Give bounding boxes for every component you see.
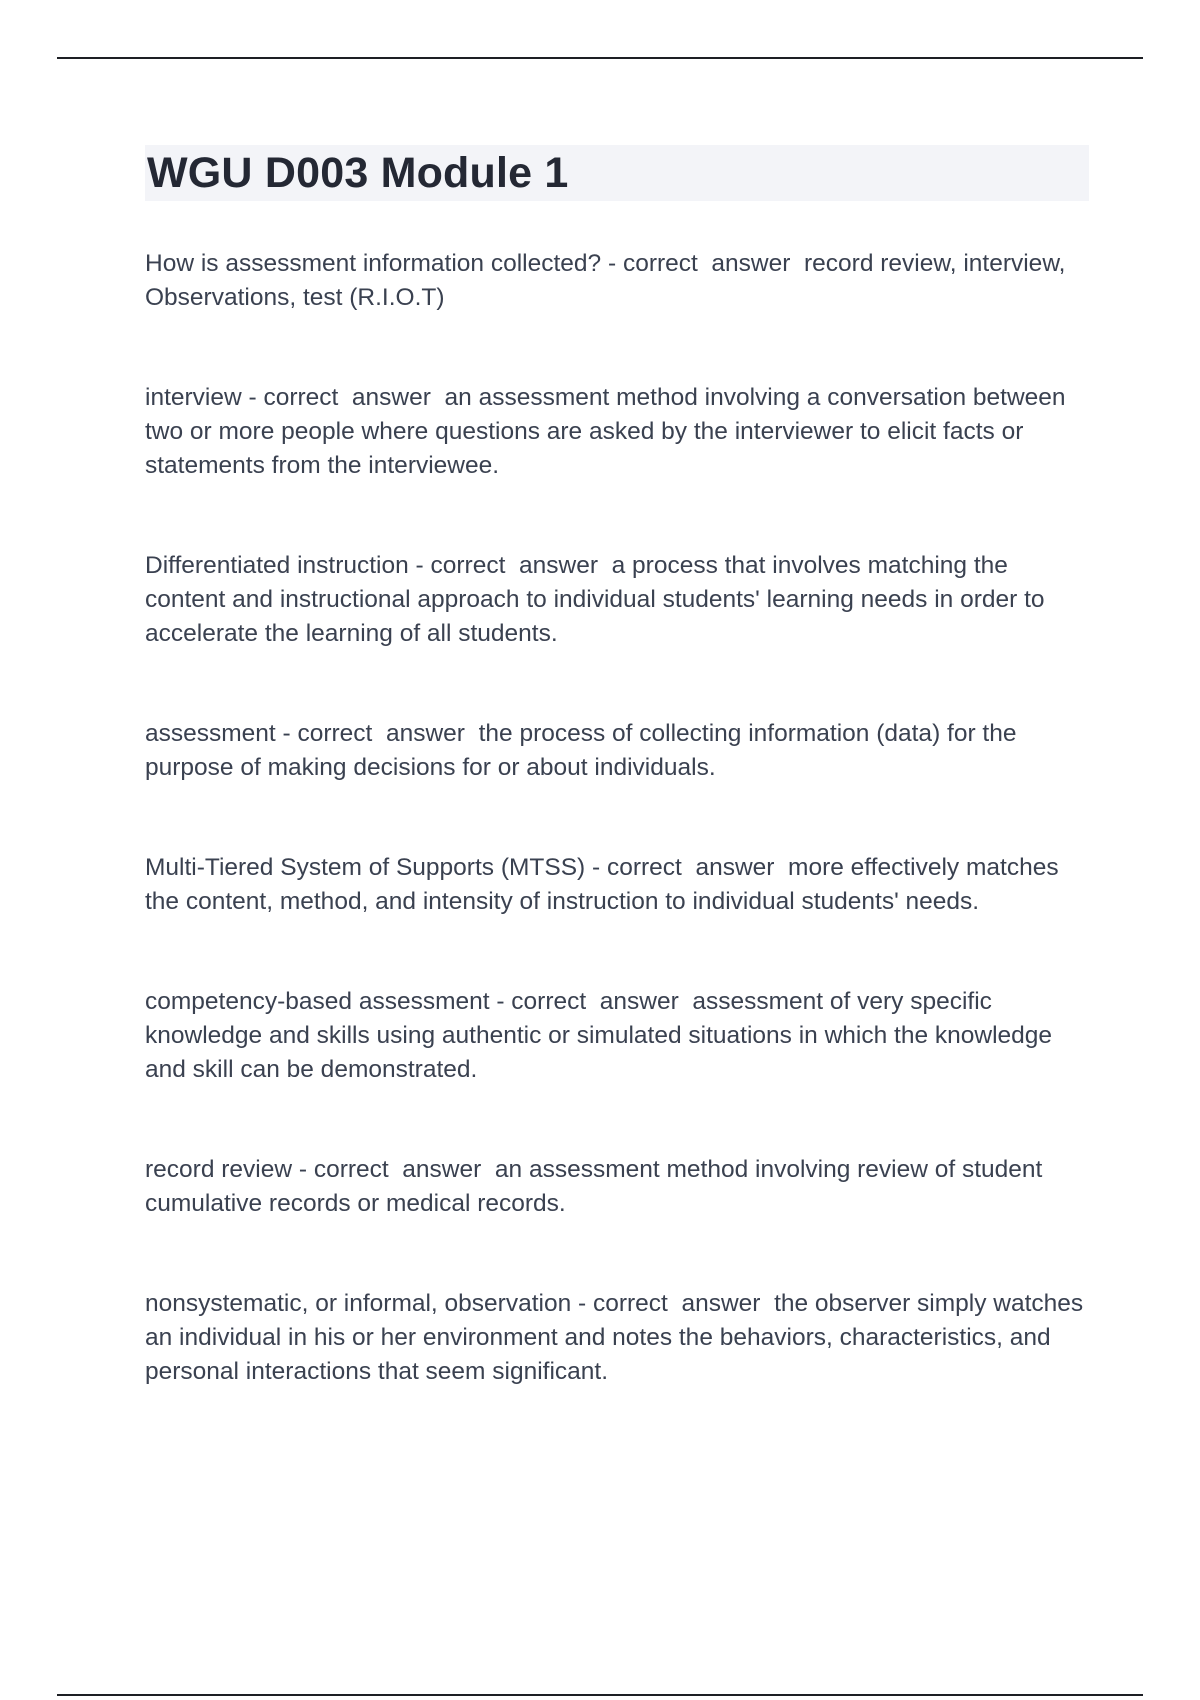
qa-entry-7: record review - correct answer an assessment method involving review of student cumulative records or medical records. <box>145 1156 1050 1217</box>
page-title: WGU D003 Module 1 <box>147 148 569 197</box>
top-rule <box>57 57 1143 59</box>
qa-entry-8: nonsystematic, or informal, observation - correct answer the observer simply watches an individual in his or her environment and notes the behaviors, characteristics, and personal interactions that seem significant. <box>145 1290 1090 1385</box>
qa-entry-3: Differentiated instruction - correct answer a process that involves matching the content and instructional approach to individual students' learning needs in order to accelerate the learning of all students. <box>145 552 1052 647</box>
title-bar <box>145 145 1089 201</box>
qa-entry-6: competency-based assessment - correct answer assessment of very specific knowledge and skills using authentic or simulated situations in which the knowledge and skill can be demonstrated. <box>145 988 1059 1083</box>
qa-entry-4: assessment - correct answer the process of collecting information (data) for the purpose of making decisions for or about individuals. <box>145 720 1024 781</box>
qa-entry-2: interview - correct answer an assessment method involving a conversation between two or more people where questions are asked by the interviewer to elicit facts or statements from the interviewee. <box>145 384 1073 479</box>
qa-entry-5: Multi-Tiered System of Supports (MTSS) - correct answer more effectively matches the content, method, and intensity of instruction to individual students' needs. <box>145 854 1066 915</box>
bottom-rule <box>57 1694 1143 1696</box>
document-body <box>145 145 1089 1389</box>
qa-entry-1: How is assessment information collected? - correct answer record review, interview, Observations, test (R.I.O.T) <box>145 250 1073 311</box>
